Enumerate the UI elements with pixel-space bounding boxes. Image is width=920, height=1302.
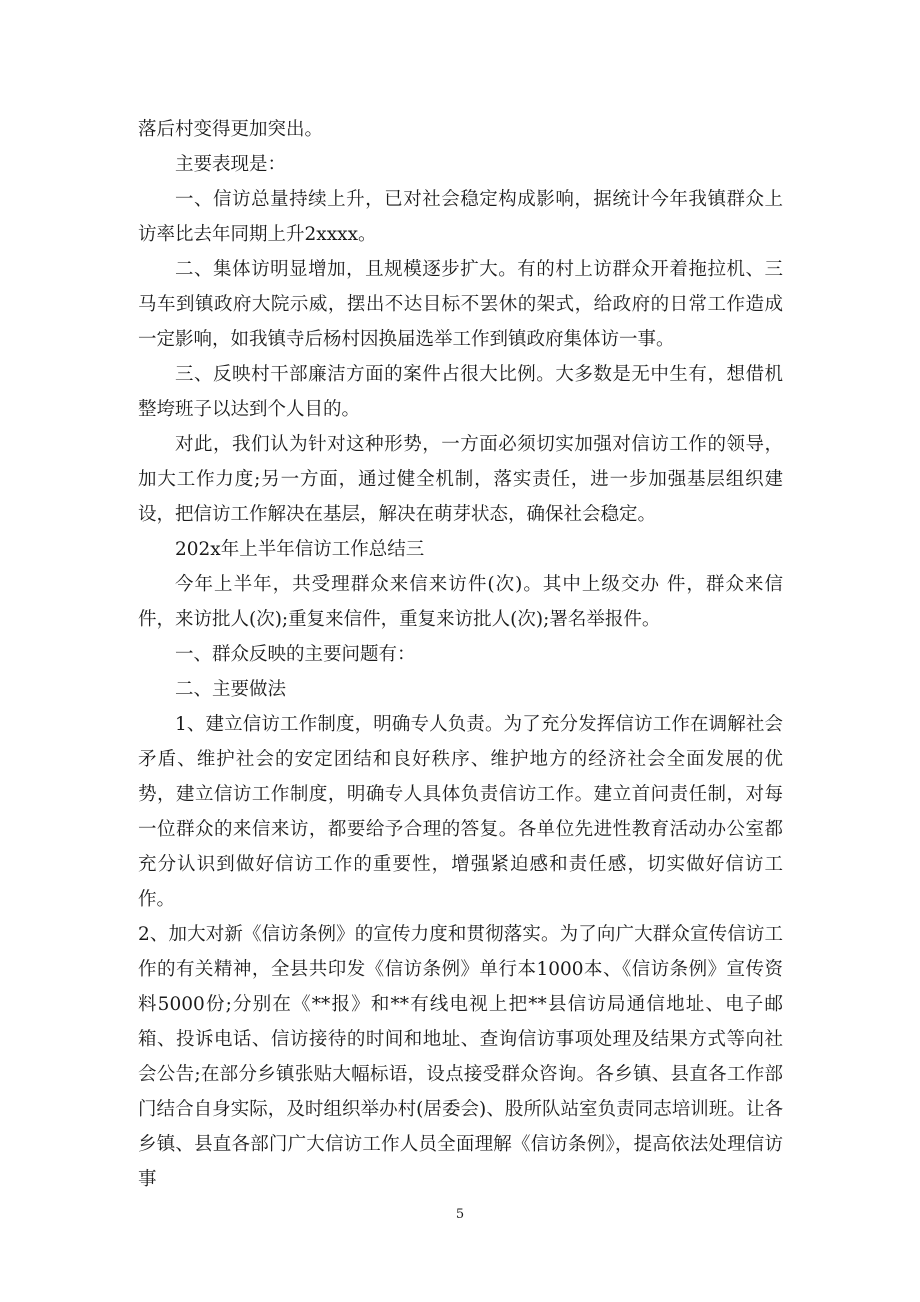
paragraph: 今年上半年，共受理群众来信来访件(次)。其中上级交办 件，群众来信件，来访批人(次);重复来信件，重复来访批人(次);署名举报件。	[138, 574, 783, 630]
section-heading: 202x年上半年信访工作总结三	[175, 539, 425, 560]
paragraph: 三、反映村干部廉洁方面的案件占很大比例。大多数是无中生有，想借机整垮班子以达到个人目的。	[138, 364, 783, 420]
paragraph: 一、信访总量持续上升，已对社会稳定构成影响，据统计今年我镇群众上访率比去年同期上升2xxxx。	[138, 189, 783, 245]
paragraph: 二、集体访明显增加，且规模逐步扩大。有的村上访群众开着拖拉机、三马车到镇政府大院示威，摆出不达目标不罢休的架式，给政府的日常工作造成一定影响，如我镇寺后杨村因换届选举工作到镇政府集体访一事。	[138, 259, 783, 350]
paragraph: 1、建立信访工作制度，明确专人负责。为了充分发挥信访工作在调解社会矛盾、维护社会的安定团结和良好秩序、维护地方的经济社会全面发展的优势，建立信访工作制度，明确专人具体负责信访工作。建立首问责任制，对每一位群众的来信来访，都要给予合理的答复。各单位先进性教育活动办公室都充分认识到做好信访工作的重要性，增强紧迫感和责任感，切实做好信访工作。	[138, 714, 783, 910]
paragraph: 2、加大对新《信访条例》的宣传力度和贯彻落实。为了向广大群众宣传信访工作的有关精神，全县共印发《信访条例》单行本1000本、《信访条例》宣传资料5000份;分别在《**报》和**有线电视上把**县信访局通信地址、电子邮箱、投诉电话、信访接待的时间和地址、查询信访事项处理及结果方式等向社会公告;在部分乡镇张贴大幅标语，设点接受群众咨询。各乡镇、县直各工作部门结合自身实际，及时组织举办村(居委会)、股所队站室负责同志培训班。让各乡镇、县直各部门广大信访工作人员全面理解《信访条例》，提高依法处理信访事	[138, 924, 783, 1190]
page-number: 5	[455, 1207, 465, 1222]
paragraph: 对此，我们认为针对这种形势，一方面必须切实加强对信访工作的领导，加大工作力度;另一方面，通过健全机制，落实责任，进一步加强基层组织建设，把信访工作解决在基层，解决在萌芽状态，确保社会稳定。	[138, 434, 783, 525]
paragraph: 主要表现是：	[175, 154, 287, 175]
paragraph: 二、主要做法	[175, 679, 287, 700]
paragraph: 一、群众反映的主要问题有：	[175, 644, 416, 665]
document-body	[138, 112, 783, 1197]
paragraph: 落后村变得更加突出。	[138, 119, 324, 140]
